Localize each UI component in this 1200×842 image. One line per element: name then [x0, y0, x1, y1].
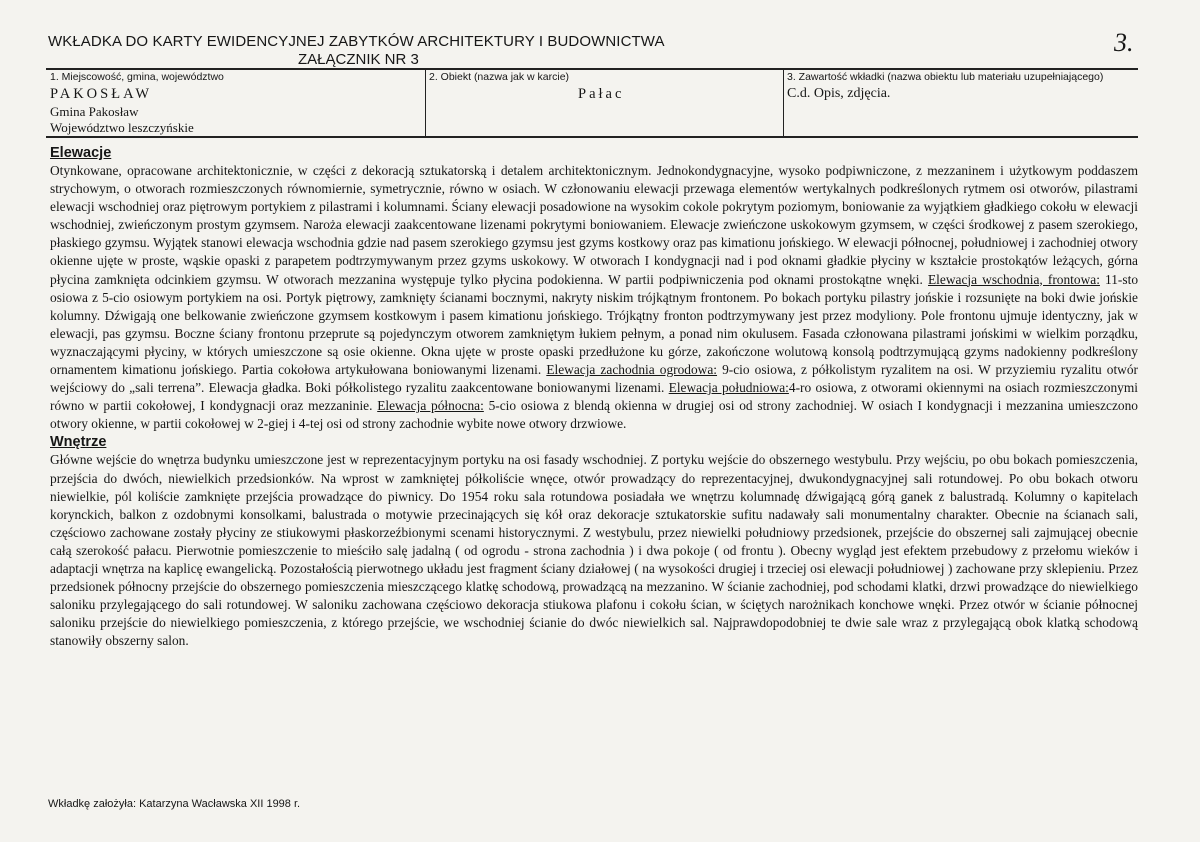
section-heading-interior: Wnętrze — [50, 434, 107, 451]
document-title: WKŁADKA DO KARTY EWIDENCYJNEJ ZABYTKÓW ARCHITEKTURY I BUDOWNICTWA — [48, 33, 665, 50]
object-name: Pałac — [578, 86, 625, 102]
north-elevation-text: 5-cio osiowa z blendą okienna w drugiej osi od strony zachodniej. W osiach I kondygnacji i mezzanina umieszczono otwory okienne, w partii cokołowej w 2-giej i 4-tej osi od strony zachodnie wybite nowe otwory drzwiowe. — [50, 398, 1139, 432]
footer-author: Wkładkę założyła: Katarzyna Wacławska XII 1998 r. — [48, 798, 301, 810]
table-top-rule — [46, 68, 1138, 70]
object-label: 2. Obiekt (nazwa jak w karcie) — [429, 71, 570, 83]
document-body — [50, 144, 1138, 650]
location-commune: Gmina Pakosław — [50, 104, 139, 119]
north-elevation-label: Elewacja północna: — [377, 398, 484, 414]
table-bottom-rule — [46, 136, 1138, 138]
contents-label: 3. Zawartość wkładki (nazwa obiektu lub materiału uzupełniającego) — [787, 71, 1104, 83]
table-divider-2 — [783, 69, 784, 137]
location-label: 1. Miejscowość, gmina, województwo — [50, 71, 224, 83]
table-divider-1 — [425, 69, 426, 137]
south-elevation-text: 4-ro osiowa, z otworami okiennymi na osiach rozmieszczonymi równo w partii cokołowej, I kondygnacji oraz mezzaninie. — [50, 380, 1138, 414]
east-elevation-label: Elewacja wschodnia, frontowa: — [928, 271, 1100, 287]
interior-paragraph: Główne wejście do wnętrza budynku umieszczone jest w reprezentacyjnym portyku na osi fasady wschodniej. Z portyku wejście do obszernego westybulu. Przy wejściu, po obu bokach pomieszczenia, przejścia do dwóch, niewielkich przedsionków. Na wprost w zamkniętej półkoliście wnęce, otwór prowadzący do reprezentacyjnej, dwukondygnacyjnej sali rotundowej. Po obu bokach otworu niewielkie, pól koliście zamknięte przejścia prowadzące do piwnicy. Do 1954 roku sala rotundowa posiadała we wnętrzu kolumnadę dźwigającą górą ganek z balustradą. Kolumny o kapitelach korynckich, balkon z ozdobnymi konsolkami, balustrada o motywie przecinających się kół oraz dekoracje sztukatorskie sufitu nadawały sali monumentalny charakter. Obecnie na ścianach sali, częściowo zachowane zostały płyciny ze stiukowymi płaskorzeźbionymi scenami historycznymi. Z westybulu, przez niewielki południowy przedsionek, przejście do obszernej sali zajmującej obecnie całą szerokość pałacu. Pierwotnie pomieszczenie to mieściło salę jadalną ( od ogrodu - strona zachodnia ) i dwa pokoje ( od frontu ). Obecny wygląd jest efektem przebudowy z przełomu wieków i adaptacji wnętrza na kaplicę ewangelicką. Pozostałością pierwotnego układu jest fragment ściany działowej ( na wysokości drugiej i trzeciej osi elewacji południowej ) zachowane przy sklepieniu. Przez przedsionek północny przejście do obszernego pomieszczenia mieszczącego klatkę schodową, prowadzącą na mezzanino. W ścianie zachodniej, pod schodami klatki, drzwi prowadzące do niewielkiego saloniku przylegającego do sali rotundowej. W saloniku zachowana częściowo dekoracja stiukowa plafonu i cokołu ścian, w ściętych narożnikach konchowe wnęki. Przez otwór w ścianie północnej saloniku przejście do niewielkiego pomieszczenia, z którego przejście, we wschodniej ścianie do dwóc niewielkich sal. Najprawdopodobniej te dwie sale wraz z przylegającą obok klatką schodową stanowiły obszerny salon. — [50, 452, 1138, 649]
elevations-paragraph — [50, 162, 1138, 433]
south-elevation-label: Elewacja południowa: — [668, 380, 789, 396]
elevations-intro-text: Otynkowane, opracowane architektonicznie, w części z dekoracją sztukatorską i detalem architektonicznym. Jednokondygnacyjne, wysoko podpiwniczone, z mezzaninem i użytkowym poddaszem strychowym, o otworach rozmieszczonych równomiernie, symetrycznie, równo w osiach. W członowaniu elewacji przewaga elementów wertykalnych podkreślonych rytmem osi otworów, pilastrami elewacji wschodniej oraz piętrowym portykiem z pilastrami i kolumnami. Ściany elewacji posadowione na wysokim cokole pokrytym poziomym, boniowanie za wyjątkiem gładkiego cokołu w elewacji wschodniej, zwieńczonym prostym gzymsem. Naroża elewacji zaakcentowane lizenami pokrytymi boniowaniem. Elewacje zwieńczone uskokowym gzymsem, w części środkowej z pasem szerokiego, płaskiego gzymsu. Wyjątek stanowi elewacja wschodnia gdzie nad pasem szerokiego gzymsu jest gzyms kostkowy oraz pas kimationu jońskiego. W elewacji północnej, południowej i zachodniej otwory okienne ujęte w proste, wąskie opaski z parapetem podtrzymywanym przez gzyms uskokowy. W otworach I kondygnacji nad i pod oknami gładkie płyciny w kształcie prostokątów leżących, górna płycina zamknięta odcinkiem gzymsu. W otworach mezzanina występuje tylko płycina podokienna. W partii podpiwniczenia pod oknami prostokątne wnęki. — [50, 163, 1138, 287]
page-number: 3. — [1114, 28, 1134, 57]
west-elevation-text: 9-cio osiowa, z półkolistym ryzalitem na osi. W przyziemiu ryzalitu otwór wejściowy do „sali terrena”. Elewacja gładka. Boki półkolistego ryzalitu zaakcentowane boniowanymi lizenami. — [50, 362, 1138, 396]
contents-value: C.d. Opis, zdjęcia. — [787, 86, 891, 101]
location-voivodeship: Województwo leszczyńskie — [50, 120, 194, 135]
west-elevation-label: Elewacja zachodnia ogrodowa: — [546, 362, 718, 378]
document-subtitle: ZAŁĄCZNIK NR 3 — [298, 51, 419, 68]
location-place: PAKOSŁAW — [50, 86, 153, 102]
east-elevation-text: 11-sto osiowa z 5-cio osiowym portykiem na osi. Portyk piętrowy, zamknięty ścianami bocznymi, nakryty niskim trójkątnym frontonem. Po bokach portyku pilastry jońskie i rozsunięte na boki dwie jońskie kolumny. Dźwigają one belkowanie zwieńczone gzymsem kostkowym i pasem kimationu jońskiego. Trójkątny fronton podtrzymywany jest przez modyliony. Pole frontonu ujmuje identyczny, jak w elewacji, pas gzymsu. Boczne ściany frontonu przeprute są pojedynczym otworem zamkniętym łukiem pełnym, a ponad nim okulusem. Fasada członowana pilastrami jońskimi w wielkim porządku, wyznaczającymi płyciny, w których umieszczone są osie okienne. Okna ujęte w proste opaski przedłużone ku górze, zakończone wolutową konsolą podtrzymującą gzyms nadokienny podkreślony ornamentem kimationu jońskiego. Partia cokołowa artykułowana boniowanymi lizenami. — [50, 271, 1139, 378]
section-heading-elevations: Elewacje — [50, 145, 112, 161]
